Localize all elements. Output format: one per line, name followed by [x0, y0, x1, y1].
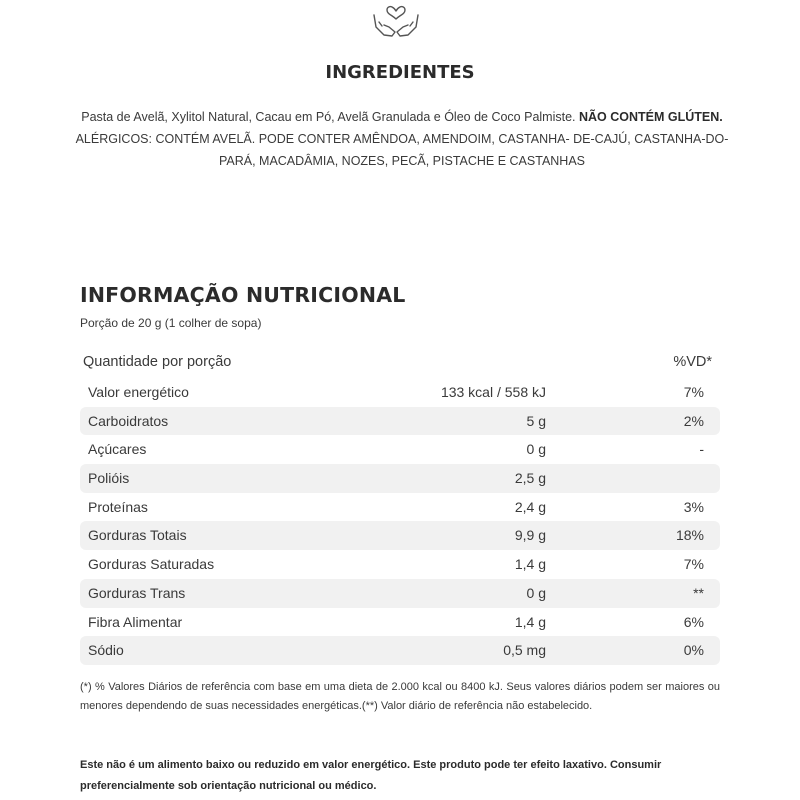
- nutrient-vd: 7%: [683, 556, 704, 573]
- nutrient-vd: **: [693, 584, 704, 601]
- footnote: (*) % Valores Diários de referência com base em uma dieta de 2.000 kcal ou 8400 kJ. Seus valores diários podem ser maiores ou menores dependendo de suas necessidades energéticas.(**) Valor diário de referência não estabelecido.: [80, 681, 720, 712]
- nutrient-name: Gorduras Saturadas: [88, 556, 215, 573]
- nutrient-name: Polióis: [88, 470, 130, 487]
- table-header: [80, 350, 720, 378]
- header-vd-label: %VD*: [673, 354, 712, 370]
- table-row: [80, 493, 720, 522]
- nutrient-amount: 0,5 mg: [503, 642, 546, 659]
- allergens-text: ALÉRGICOS: CONTÉM AVELÃ. PODE CONTER AMÊNDOA, AMENDOIM, CASTANHA- DE-CAJÚ, CASTANHA-DO-PARÁ, MACADÂMIA, NOZES, PECÃ, PISTACHE E CASTANHAS: [75, 132, 729, 168]
- table-row: [80, 378, 720, 407]
- warning-note: Este não é um alimento baixo ou reduzido em valor energético. Este produto pode ter efeito laxativo. Consumir preferencialmente sob orientação nutricional ou médico.: [80, 759, 662, 792]
- nutrient-name: Sódio: [88, 642, 124, 659]
- nutrient-name: Fibra Alimentar: [88, 613, 183, 630]
- table-body: [80, 378, 720, 665]
- header-quantity-label: Quantidade por porção: [83, 354, 232, 370]
- nutrient-vd: 2%: [683, 412, 704, 429]
- nutrition-table: [80, 350, 720, 665]
- table-row: [80, 521, 720, 550]
- nutrient-amount: 0 g: [526, 441, 546, 458]
- nutrient-name: Valor energético: [88, 384, 189, 400]
- nutrient-vd: 6%: [683, 613, 704, 630]
- nutrient-vd: -: [699, 441, 704, 458]
- nutrient-amount: 5 g: [526, 412, 546, 429]
- nutrient-vd: 18%: [675, 527, 704, 544]
- nutrient-name: Proteínas: [88, 498, 148, 515]
- ingredients-list: Pasta de Avelã, Xylitol Natural, Cacau em Pó, Avelã Granulada e Óleo de Coco Palmiste.: [81, 110, 576, 124]
- hands-heart-icon: [370, 5, 422, 41]
- table-row: [80, 550, 720, 579]
- nutrient-name: Açúcares: [88, 441, 147, 458]
- nutrient-amount: 2,5 g: [514, 470, 546, 487]
- nutrient-amount: 2,4 g: [514, 498, 546, 515]
- nutrient-amount: 1,4 g: [514, 613, 546, 630]
- portion-size: Porção de 20 g (1 colher de sopa): [80, 316, 262, 330]
- table-row: [80, 435, 720, 464]
- nutrient-name: Gorduras Trans: [88, 584, 186, 601]
- gluten-warning: NÃO CONTÉM GLÚTEN.: [579, 110, 723, 124]
- nutrient-vd: 3%: [683, 498, 704, 515]
- nutrient-amount: 1,4 g: [514, 556, 546, 573]
- nutrient-amount: 9,9 g: [514, 527, 546, 544]
- table-row: [80, 636, 720, 665]
- nutrient-vd: 0%: [683, 642, 704, 659]
- nutrition-title: INFORMAÇÃO NUTRICIONAL: [80, 283, 406, 307]
- table-row: [80, 464, 720, 493]
- nutrient-amount: 0 g: [526, 584, 546, 601]
- ingredients-text: [74, 106, 730, 172]
- nutrient-name: Carboidratos: [88, 412, 169, 429]
- nutrient-amount: 133 kcal / 558 kJ: [440, 384, 546, 400]
- table-row: [80, 407, 720, 436]
- nutrient-vd: 7%: [683, 384, 704, 400]
- table-row: [80, 579, 720, 608]
- table-row: [80, 608, 720, 637]
- ingredients-title: INGREDIENTES: [325, 62, 475, 83]
- nutrient-name: Gorduras Totais: [88, 527, 187, 544]
